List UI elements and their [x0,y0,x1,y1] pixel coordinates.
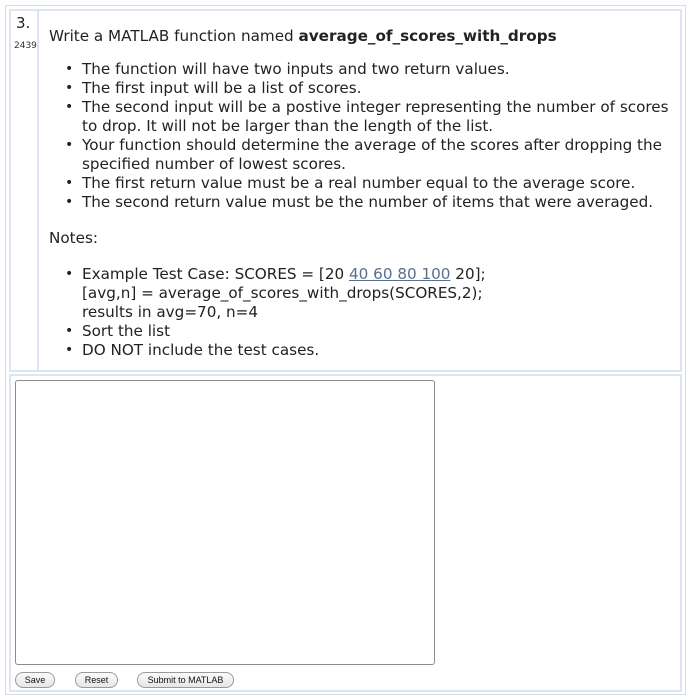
example-call: [avg,n] = average_of_scores_with_drops(SCORES,2); [82,284,483,302]
requirement-text: The second return value must be the number of items that were averaged. [82,193,654,211]
requirement-item [49,174,677,193]
requirement-text: The second input will be a postive integer representing the number of scores to drop. It will not be larger than the length of the list. [82,98,669,135]
submit-to-matlab-button[interactable]: Submit to MATLAB [137,672,234,688]
code-input[interactable] [15,380,435,665]
bullet-icon: • [65,137,74,153]
reset-button[interactable]: Reset [75,672,118,688]
bullet-icon: • [65,323,74,339]
prompt-intro: Write a MATLAB function named [49,27,299,45]
requirement-item [49,136,677,174]
requirement-item [49,60,677,79]
example-prefix: Example Test Case: SCORES = [20 [82,265,350,283]
bullet-icon: • [65,342,74,358]
requirement-text: Your function should determine the average of the scores after dropping the specified number of lowest scores. [82,136,662,173]
bullet-icon: • [65,266,74,282]
requirement-item [49,193,677,212]
bullet-icon: • [65,80,74,96]
question-id: 2439 [14,41,37,51]
bullet-icon: • [65,194,74,210]
bullet-icon: • [65,175,74,191]
notes-list [49,265,677,360]
example-result: results in avg=70, n=4 [82,303,259,321]
note-item [49,322,677,341]
save-button[interactable]: Save [15,672,55,688]
requirement-item [49,98,677,136]
bullet-icon: • [65,61,74,77]
bullet-icon: • [65,99,74,115]
question-panel [9,9,682,372]
question-content [49,27,677,360]
example-suffix: 20]; [450,265,486,283]
note-text: DO NOT include the test cases. [82,341,320,359]
notes-heading: Notes: [49,229,98,247]
question-prompt [49,27,677,46]
note-item [49,341,677,360]
requirement-item [49,79,677,98]
requirement-text: The function will have two inputs and two return values. [82,60,510,78]
example-note [49,265,677,322]
question-container [5,5,686,695]
note-text: Sort the list [82,322,171,340]
question-number-column [11,11,39,370]
requirement-text: The first input will be a list of scores. [82,79,362,97]
function-name: average_of_scores_with_drops [298,27,557,45]
requirements-list [49,60,677,212]
requirement-text: The first return value must be a real number equal to the average score. [82,174,636,192]
answer-panel [9,374,682,692]
question-number: 3. [16,14,31,32]
scores-link[interactable]: 40 60 80 100 [349,265,451,283]
